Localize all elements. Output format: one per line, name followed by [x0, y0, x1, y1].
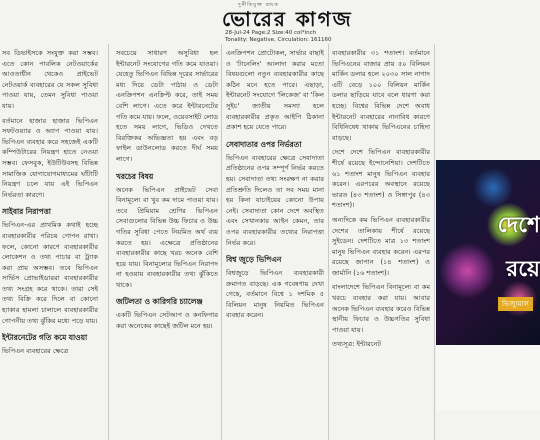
paragraph: সব ডিভাইসকে সংযুক্ত করা সম্ভব। এতে কোন পাবলিক নেটওয়ার্কের আওতাধীন থেকেও প্রাইভেট নেটওয়ার্ক ব্যবহারের যে সকল সুবিধা পাওয়া যায়, তেমন সুবিধা পাওয়া যায়।: [2, 49, 98, 110]
article-column-1: [2, 48, 98, 361]
section-heading: সেবাদাতার ওপর নির্ভরতা: [226, 139, 302, 149]
paragraph: দেশে দেশে ভিপিএন ব্যবহারকারীর শীর্ষে রয়েছে ইন্দোনেশিয়া। দেশটিতে ৬১ শতাংশ মানুষ ভিপিএন ব্যবহার করেন। এরপরের অবস্থানে রয়েছে ভারত (৪৩ শতাংশ) ও সিঙ্গাপুর (৪৩ শতাংশ)।: [332, 148, 430, 210]
paragraph: বর্তমানে হাজার হাজার ভিপিএন সফটওয়্যার ও অ্যাপ পাওয়া যায়। ভিপিএন ব্যবহার করে সহজেই একটি কম্পিউটারের নিয়ন্ত্রণ হাতে নেওয়া সম্ভব। ফেসবুক, ইউটিউবসহ বিভিন্ন সামাজিক যোগাযোগমাধ্যমের ঘাঁটাটি নিয়ন্ত্রণ চলে যায় এই ভিপিএন নির্ভরতা কারণে।: [2, 116, 98, 199]
column-rule: [434, 44, 435, 440]
clipping-meta: [225, 30, 332, 44]
column-rule: [108, 44, 109, 440]
section-heading: খরচের বিষয়: [116, 171, 154, 181]
newspaper-title: ভোরের কাগজ: [222, 7, 353, 31]
column-rule: [328, 44, 329, 440]
paragraph: অন্যদিকে কম ভিপিএন ব্যবহারকারীর দেশের তালিকায় শীর্ষে রয়েছে সুইডেন। দেশটিতে মাত্র ১৩ শতাংশ মানুষ ভিপিএন ব্যবহার করেন। এরপর রয়েছে জাপান (১৪ শতাংশ) ও জার্মানি (১৬ শতাংশ)।: [332, 215, 430, 277]
illustration-caption-line-2: রয়ে: [506, 257, 540, 282]
date-size-line: 28-Jul-24 Page:2 Size:40 col*inch: [225, 30, 317, 36]
section-heading: সাইবার নিরাপত্তা: [2, 207, 51, 217]
paragraph: সবচেয়ে সাধারণ অসুবিধা হল ইন্টারনেট সংযোগের গতি কমে যাওয়া। যেহেতু ভিপিএন বিভিন্ন দূরের সার্ভারের মধ্য দিয়ে ডেটা পাঠায় ও ডেটা এনক্রিপশন এনক্রিপ্ট করে, তাই সময় বেশি লাগে। এতে করে ইন্টারনেটের গতি কমে যায়। ফলে, ওয়েবসাইট লোড হতে সময় লাগে, ভিডিও দেখতে বিরক্তিকর অভিজ্ঞতা হয় এবং বড় ফাইল ডাউনলোড করতে দীর্ঘ সময় লাগে।: [116, 49, 218, 163]
section-heading: বিশ্ব জুড়ে ভিপিএন: [226, 255, 282, 265]
paragraph: একটি ভিপিএন সেটআপ ও কনফিগার করা অনেকের কাছেই জটিল মনে হয়।: [116, 311, 218, 331]
section-heading: জটিলতা ও কারিগরি চ্যালেঞ্জ: [116, 297, 203, 307]
paragraph: ভিপিএন-এর প্রাথমিক কথাই হচ্ছে ব্যবহারকারীর পরিচয় গোপন রাখা। ফলে, কোনো কারণে ব্যবহারকারীর লোকেশন ও তথ্য পাচার বা ট্র্যাক করা প্রায় অসম্ভব। তবে ভিপিএন সার্ভিস প্রোভাইডাররা ব্যবহারকারীর তথ্য সংগ্রহ করে থাকে। তারা সেই তথ্য বিক্রি করে দিলে বা কোনো হ্যাকার হামলা চালালে ব্যবহারকারীর গোপনীয় তথ্য ঝুঁকির মধ্যে পড়ে যায়।: [2, 221, 98, 325]
illustration-photo: [436, 160, 540, 345]
section-heading: ইন্টারনেটের গতি কমে যাওয়া: [2, 333, 88, 343]
visual-credit-badge: ভিজ্যুয়াল: [498, 297, 533, 311]
paragraph: বিশ্বজুড়ে ভিপিএন ব্যবহারকারী ক্রমাগত বাড়ছে। এক গবেষণায় দেখা গেছে, বর্তমানে বিশ্বে ১ দশমিক ৫ বিলিয়ন মানুষ নিয়মিত ভিপিএন ব্যবহার করেন।: [226, 269, 324, 320]
article-column-3: [226, 48, 324, 325]
article-column-4: [332, 48, 430, 354]
article-column-2: [116, 48, 218, 336]
paragraph: ভিপিএন ব্যবহারের ক্ষেত্রে: [2, 347, 69, 356]
paragraph: অনেক ভিপিএন প্রাইভেট সেবা বিনামূল্যে বা খুব কম দামে পাওয়া যায়। তবে প্রিমিয়াম শ্রেণির ভিপিএন সেবাগুলোর বিভিন্ন উচ্চ ফিচার ও উচ্চ গতির সুবিধা পেতে নিয়মিত অর্থ ব্যয় করতে হয়। এক্ষেত্রে প্রতিষ্ঠানের ব্যবহারকারীর কাছে খরচ অনেক বেশি হয়ে যায়। বিনামূল্যের ভিপিএন নিরাপদ না হওয়ায় ব্যবহারকারীর তথ্য ঝুঁকিতে থাকে।: [116, 185, 218, 289]
column-rule: [221, 44, 222, 440]
paragraph: এনক্রিপশন প্রোটোকল, সার্ভার বাছাই ও 'টানেলিং' আলাদা করার মতো বিষয়গুলো নতুন ব্যবহারকারীর কাছে কঠিন মনে হতে পারে। এছাড়া, ইন্টারনেট সংযোগে 'লিকেজ' বা 'কিল সুইচ' জাতীয় সমস্যা হলে ব্যবহারকারীর প্রকৃত আইপি ঠিকানা প্রকাশ হয়ে যেতে পারে।: [226, 49, 324, 132]
tonality-circulation-line: Tonality: Negative, Circulation: 161160: [225, 37, 332, 43]
masthead-tagline: দুর্নীতিমুক্ত ব্যাংক: [238, 2, 279, 8]
paragraph: বাংলাদেশে ভিপিএন বিনামূল্যে বা কম খরচে ব্যবহার করা যায়। আবার অনেক ভিপিএন ব্যবহার করেও বিভিন্ন স্থানীয় ফিচার ও উচ্চগতির সুবিধা পাওয়া যায়।: [332, 283, 430, 334]
paragraph: ভিপিএন ব্যবহারের ক্ষেত্রে সেবাদাতা প্রতিষ্ঠানের ওপর সম্পূর্ণ নির্ভর করতে হয়। সেবাদাতা তথ্য সংরক্ষণ না করার প্রতিশ্রুতি দিলেও তা সব সময় মানা হয় কিনা যাচাইয়ের কোনো উপায় নেই। সেবাদাতা কোন দেশে অবস্থিত এবং সেখানকার আইন কেমন, তার ওপর ব্যবহারকারীর তথ্যের নিরাপত্তা নির্ভর করে।: [226, 153, 324, 247]
illustration-lower-panel: [436, 345, 540, 410]
illustration-caption-line-1: দেশে: [497, 213, 540, 238]
source-credit: তথ্যসূত্র: ইন্টারনেট: [332, 340, 381, 349]
newspaper-masthead: [0, 0, 540, 43]
paragraph: ব্যবহারকারীর ৩১ শতাংশ। বর্তমানে ভিপিএনের বাজার প্রায় ৫০ বিলিয়ন মার্কিন ডলার হলে ২০৩০ সাল নাগাদ এটি বেড়ে ১০০ বিলিয়ন মার্কিন ডলার ছাড়িয়ে যাবে বলে ধারণা করা হচ্ছে। বিশ্বের বিভিন্ন দেশে অবাধ ইন্টারনেট ব্যবহারের নানাবিধ কারণে বিধিনিষেধ থাকায় ভিপিএনের চাহিদা বাড়ছে।: [332, 49, 430, 142]
article-illustration: [436, 160, 540, 410]
